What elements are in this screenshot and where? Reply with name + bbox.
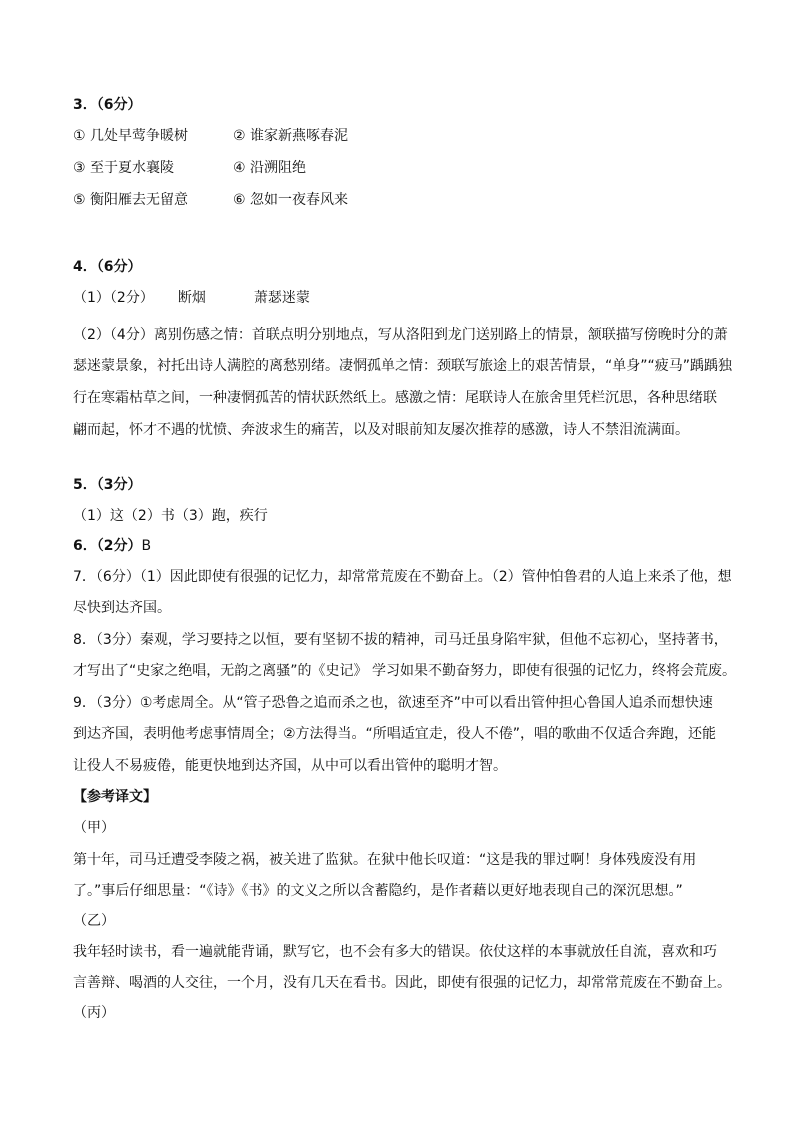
q4-part-1-answer-a: 断烟: [177, 290, 206, 306]
q7-line: 尽快到达齐国。: [73, 600, 171, 616]
q4-part-2-line: 瑟迷蒙景象，衬托出诗人满腔的离愁别绪。凄惘孤单之情：颈联写旅途上的艰苦情景，“单身”“疲马”踽踽独: [73, 358, 733, 374]
q9-line: 到达齐国，表明他考虑事情周全；②方法得当。“所唱适宜走，役人不倦”，唱的歌曲不仅适合奔跑，还能: [73, 726, 717, 742]
q4-part-2-line: （2）（4分）离别伤感之情：首联点明分别地点，写从洛阳到龙门送别路上的情景，颔联描写傍晚时分的萧: [73, 327, 728, 343]
q4-heading: 4．（6分）: [73, 259, 142, 275]
q3-answer-3: ③ 至于夏水襄陵: [73, 160, 175, 176]
q6-answer: B: [141, 538, 152, 554]
q6-heading: 6．（2分）: [73, 538, 142, 554]
q6-line: [73, 536, 733, 556]
q3-answer-1: ① 几处早莺争暖树: [73, 128, 189, 144]
translation-bing-label: （丙）: [73, 1005, 115, 1021]
q5-heading: 5．（3分）: [73, 477, 142, 493]
translation-yi-label: （乙）: [73, 913, 115, 929]
q3-answer-2: ② 谁家新燕啄春泥: [233, 128, 349, 144]
q7-line: 7．（6分）（1）因此即使有很强的记忆力，却常常荒废在不勤奋上。（2）管仲怕鲁君的人追上来杀了他，想: [73, 569, 732, 585]
q4-part-2-line: 翩而起，怀才不遇的忧愤、奔波求生的痛苦，以及对眼前知友屡次推荐的感激，诗人不禁泪流满面。: [73, 422, 689, 438]
q3-answer-5: ⑤ 衡阳雁去无留意: [73, 192, 189, 208]
translation-jia-label: （甲）: [73, 820, 115, 836]
translation-yi-line: 言善辩、喝酒的人交往，一个月，没有几天在看书。因此，即使有很强的记忆力，却常常荒废在不勤奋上。: [73, 975, 731, 991]
q4-part-2-line: 行在寒霜枯草之间，一种凄惘孤苦的情状跃然纸上。感激之情：尾联诗人在旅舍里凭栏沉思，各种思绪联: [73, 390, 717, 406]
translation-heading: 【参考译文】: [73, 789, 157, 805]
q9-line: 让役人不易疲倦，能更快地到达齐国，从中可以看出管仲的聪明才智。: [73, 758, 507, 774]
q3-answer-4: ④ 沿溯阻绝: [233, 160, 307, 176]
translation-yi-line: 我年轻时读书，看一遍就能背诵，默写它，也不会有多大的错误。依仗这样的本事就放任自流，喜欢和巧: [73, 944, 717, 960]
translation-jia-line: 第十年，司马迁遭受李陵之祸，被关进了监狱。在狱中他长叹道：“这是我的罪过啊！身体残废没有用: [73, 852, 697, 868]
q3-heading: 3．（6分）: [73, 97, 142, 113]
q4-part-1-answer-b: 萧瑟迷蒙: [253, 290, 310, 306]
q4-part-1: [73, 288, 733, 308]
q8-line: 8．（3分）秦观，学习要持之以恒，要有坚韧不拔的精神，司马迁虽身陷牢狱，但他不忘初心，坚持著书，: [73, 632, 728, 648]
translation-jia-line: 了。”事后仔细思量：“《诗》《书》的文义之所以含蓄隐约，是作者藉以更好地表现自己的深沉思想。”: [73, 883, 683, 899]
q8-line: 才写出了“史家之绝唱，无韵之离骚”的《史记》 学习如果不勤奋努力，即使有很强的记忆力，终将会荒废。: [73, 663, 736, 679]
q5-answer: （1）这（2）书（3）跑，疾行: [73, 508, 268, 524]
q3-answer-6: ⑥ 忽如一夜春风来: [233, 192, 349, 208]
q9-line: 9．（3分）①考虑周全。从“管子恐鲁之追而杀之也，欲速至齐”中可以看出管仲担心鲁国人追杀而想快速: [73, 695, 713, 711]
q4-part-1-label: （1）（2分）: [73, 290, 154, 306]
